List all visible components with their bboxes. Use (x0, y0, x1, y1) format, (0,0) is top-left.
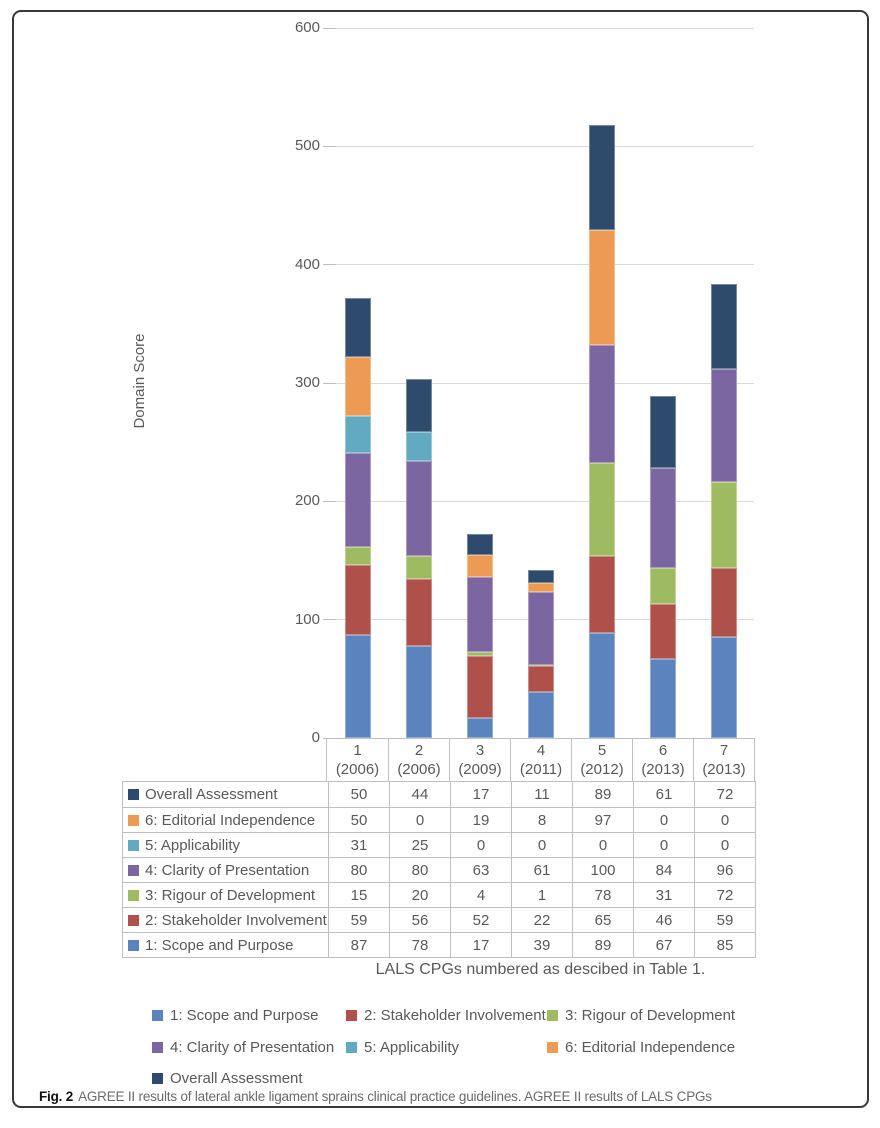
gridline (328, 501, 754, 502)
table-value-cell: 65 (572, 907, 633, 932)
table-value-cell: 19 (450, 807, 511, 832)
bar-segment (345, 565, 371, 635)
series-swatch (128, 940, 139, 951)
table-value-cell: 78 (389, 932, 450, 957)
table-value-cell: 17 (450, 932, 511, 957)
series-swatch (128, 890, 139, 901)
series-swatch (128, 815, 139, 826)
table-value-cell: 44 (389, 782, 450, 807)
bar-segment (345, 453, 371, 548)
table-value-cell: 67 (633, 932, 694, 957)
y-axis-tick (323, 383, 336, 384)
table-row-label (123, 907, 328, 932)
legend-item (547, 1006, 735, 1024)
table-value-cell: 31 (328, 832, 389, 857)
table-value-cell: 39 (511, 932, 572, 957)
bar-segment (467, 718, 493, 738)
y-tick-label: 600 (294, 19, 320, 36)
table-value-cell: 1 (511, 882, 572, 907)
table-value-cell: 87 (328, 932, 389, 957)
table-value-cell: 0 (633, 832, 694, 857)
legend-item (152, 1038, 334, 1056)
legend-label: 5: Applicability (364, 1038, 460, 1056)
bar-segment (345, 357, 371, 416)
legend-label: 6: Editorial Independence (565, 1038, 736, 1056)
legend-item (346, 1006, 546, 1024)
table-value-cell: 25 (389, 832, 450, 857)
bar-segment (345, 416, 371, 453)
y-tick-label: 0 (311, 729, 320, 746)
table-row-label (123, 857, 328, 882)
category-header-cell (388, 739, 449, 781)
series-name: 6: Editorial Independence (145, 811, 316, 829)
bar-segment (406, 646, 432, 738)
legend-label: Overall Assessment (170, 1069, 303, 1087)
bar-segment (528, 570, 554, 583)
data-table (122, 781, 756, 958)
gridline (328, 264, 754, 265)
bar-segment (406, 556, 432, 580)
bar-segment (650, 396, 676, 468)
bar-segment (589, 230, 615, 345)
category-year: (2006) (397, 761, 441, 778)
category-header-cell (693, 739, 754, 781)
table-value-cell: 17 (450, 782, 511, 807)
gridline (328, 28, 754, 29)
table-value-cell: 89 (572, 782, 633, 807)
table-value-cell: 59 (694, 907, 755, 932)
table-value-cell: 56 (389, 907, 450, 932)
table-value-cell: 8 (511, 807, 572, 832)
table-value-cell: 85 (694, 932, 755, 957)
bar-segment (711, 637, 737, 738)
category-number: 4 (536, 742, 546, 759)
category-number: 6 (658, 742, 668, 759)
table-value-cell: 11 (511, 782, 572, 807)
bar-segment (467, 534, 493, 554)
bar-segment (589, 345, 615, 463)
table-value-cell: 59 (328, 907, 389, 932)
bar-segment (711, 284, 737, 369)
bar-segment (406, 432, 432, 462)
table-value-cell: 22 (511, 907, 572, 932)
legend-label: 4: Clarity of Presentation (170, 1038, 335, 1056)
legend-swatch (152, 1073, 163, 1084)
table-row-label (123, 832, 328, 857)
table-row-label (123, 782, 328, 807)
bar-segment (467, 656, 493, 718)
category-year: (2011) (519, 761, 563, 778)
figure-caption (39, 1089, 839, 1104)
legend-swatch (547, 1042, 558, 1053)
y-tick-label: 400 (294, 255, 320, 273)
category-year: (2013) (702, 761, 746, 778)
bar-segment (528, 665, 554, 666)
series-swatch (128, 840, 139, 851)
bar-segment (650, 659, 676, 738)
series-name: 2: Stakeholder Involvement (145, 911, 327, 929)
table-value-cell: 50 (328, 807, 389, 832)
y-axis-tick (323, 264, 336, 265)
figure-label: Fig. 2 (39, 1089, 74, 1104)
table-value-cell: 100 (572, 857, 633, 882)
series-name: 1: Scope and Purpose (145, 936, 294, 954)
bar-segment (406, 379, 432, 431)
bar-segment (711, 568, 737, 638)
series-swatch (128, 789, 139, 800)
bar-segment (467, 577, 493, 652)
table-value-cell: 4 (450, 882, 511, 907)
category-number: 1 (353, 742, 362, 759)
gridline (328, 383, 754, 384)
bar-segment (650, 604, 676, 658)
legend-label: 3: Rigour of Development (565, 1006, 736, 1024)
table-value-cell: 31 (633, 882, 694, 907)
table-value-cell: 61 (633, 782, 694, 807)
bar-segment (345, 298, 371, 357)
category-year: (2012) (580, 761, 624, 778)
table-value-cell: 72 (694, 882, 755, 907)
y-axis-tick (323, 28, 336, 29)
table-value-cell: 96 (694, 857, 755, 882)
table-value-cell: 0 (694, 807, 755, 832)
bar-segment (528, 666, 554, 692)
y-axis-title: Domain Score (131, 333, 148, 429)
bar-segment (650, 468, 676, 567)
y-tick-label: 300 (294, 374, 320, 391)
series-name: Overall Assessment (145, 786, 278, 803)
table-value-cell: 78 (572, 882, 633, 907)
legend-swatch (152, 1042, 163, 1053)
table-value-cell: 0 (633, 807, 694, 832)
bar-segment (589, 556, 615, 633)
bar-segment (528, 692, 554, 738)
table-value-cell: 0 (694, 832, 755, 857)
bar-segment (589, 125, 615, 230)
table-value-cell: 0 (572, 832, 633, 857)
table-value-cell: 84 (633, 857, 694, 882)
legend-swatch (346, 1042, 357, 1053)
table-header-row (326, 738, 755, 782)
category-header-cell (632, 739, 693, 781)
bar-segment (528, 583, 554, 592)
table-row-label (123, 932, 328, 957)
table-value-cell: 61 (511, 857, 572, 882)
legend-item (346, 1038, 459, 1056)
bar-segment (406, 579, 432, 645)
category-number: 7 (719, 742, 729, 759)
table-value-cell: 50 (328, 782, 389, 807)
table-row-label (123, 882, 328, 907)
gridline (328, 146, 754, 147)
table-value-cell: 46 (633, 907, 694, 932)
y-tick-label: 200 (294, 492, 320, 510)
series-name: 3: Rigour of Development (145, 886, 316, 904)
series-swatch (128, 865, 139, 876)
legend-swatch (547, 1010, 558, 1021)
category-year: (2013) (641, 761, 685, 778)
bar-segment (467, 652, 493, 657)
table-value-cell: 97 (572, 807, 633, 832)
y-axis-tick (323, 619, 336, 620)
category-year: (2009) (458, 761, 502, 778)
figure-caption-text: AGREE II results of lateral ankle ligament sprains clinical practice guidelines. AGREE II results of LALS CPGs (78, 1089, 712, 1104)
y-tick-label: 100 (294, 610, 320, 628)
bar-segment (345, 635, 371, 738)
table-value-cell: 0 (511, 832, 572, 857)
table-value-cell: 80 (328, 857, 389, 882)
table-value-cell: 72 (694, 782, 755, 807)
category-number: 2 (414, 742, 424, 759)
table-value-cell: 0 (389, 807, 450, 832)
category-header-cell (327, 739, 388, 781)
table-value-cell: 63 (450, 857, 511, 882)
category-number: 3 (475, 742, 485, 759)
y-axis-tick (323, 501, 336, 502)
y-tick-label: 500 (294, 137, 320, 155)
table-value-cell: 15 (328, 882, 389, 907)
bar-segment (650, 568, 676, 605)
legend-item (152, 1069, 303, 1087)
bar-segment (589, 463, 615, 555)
bar-segment (406, 461, 432, 556)
legend-label: 2: Stakeholder Involvement (364, 1006, 546, 1024)
x-axis-caption: LALS CPGs numbered as descibed in Table 1. (375, 961, 706, 978)
bar-segment (467, 555, 493, 577)
category-header-cell (449, 739, 510, 781)
legend-item (152, 1006, 318, 1024)
bar-segment (345, 547, 371, 565)
legend-swatch (152, 1010, 163, 1021)
bar-segment (589, 633, 615, 738)
series-name: 4: Clarity of Presentation (145, 861, 310, 879)
legend-swatch (346, 1010, 357, 1021)
table-row-label (123, 807, 328, 832)
bar-segment (711, 482, 737, 567)
table-value-cell: 20 (389, 882, 450, 907)
legend-item (547, 1038, 735, 1056)
series-name: 5: Applicability (145, 836, 241, 854)
y-axis-tick (323, 146, 336, 147)
category-header-cell (571, 739, 632, 781)
legend-label: 1: Scope and Purpose (170, 1006, 319, 1024)
bar-segment (528, 592, 554, 664)
table-value-cell: 0 (450, 832, 511, 857)
table-value-cell: 52 (450, 907, 511, 932)
category-header-cell (510, 739, 571, 781)
category-year: (2006) (335, 761, 380, 778)
table-value-cell: 89 (572, 932, 633, 957)
table-value-cell: 80 (389, 857, 450, 882)
bar-segment (711, 369, 737, 483)
category-number: 5 (597, 742, 607, 759)
series-swatch (128, 915, 139, 926)
